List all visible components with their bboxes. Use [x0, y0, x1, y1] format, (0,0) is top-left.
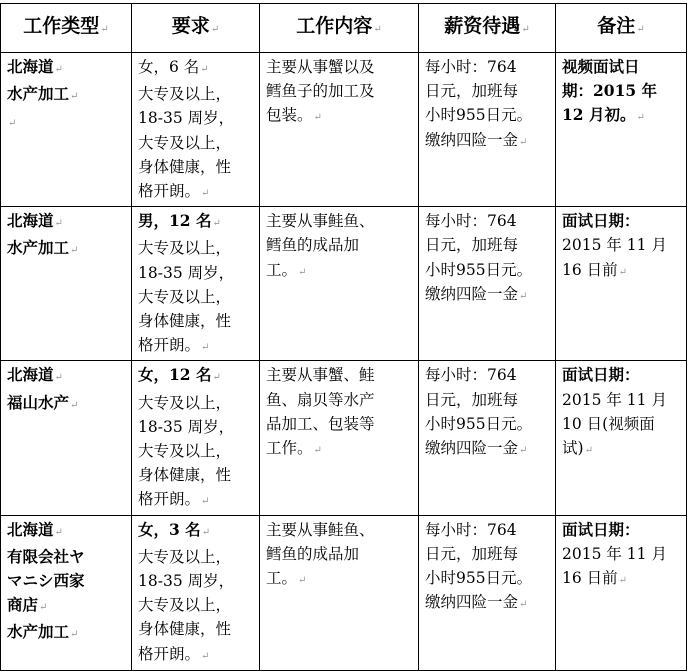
salary-line	[425, 590, 549, 617]
return-mark-icon: ↵	[54, 218, 63, 230]
header-salary	[419, 4, 556, 53]
requirement-line: 大专及以上，	[138, 442, 232, 461]
note-line	[562, 103, 680, 130]
salary-line: 小时955日元。	[425, 569, 533, 588]
header-salary-label: 薪资待遇	[444, 14, 521, 37]
cell-text: 男，12 名	[138, 211, 212, 231]
requirement-line: 大专及以上，	[138, 287, 232, 306]
content-line: 品加工、包装等	[266, 414, 375, 433]
cell-text: 水产加工	[7, 622, 70, 642]
type-line	[7, 391, 125, 418]
note-line: 面试日期：	[562, 519, 640, 539]
content-line	[266, 258, 412, 285]
cell-text: 女，6 名	[138, 58, 200, 76]
note-line: 面试日期：	[562, 211, 640, 231]
return-mark-icon: ↵	[70, 91, 79, 103]
return-mark-icon: ↵	[201, 496, 210, 508]
salary-line: 小时955日元。	[425, 106, 533, 125]
content-cell	[260, 361, 419, 515]
note-line: 2015 年 11 月	[562, 544, 667, 563]
cell-text: 12 月初。	[562, 105, 636, 125]
cell-text: 16 日前	[562, 260, 618, 279]
content-line	[266, 566, 412, 593]
requirement-cell	[132, 53, 260, 207]
requirement-line: 18-35 周岁，	[138, 417, 235, 436]
return-mark-icon: ↵	[519, 290, 528, 302]
type-cell	[1, 361, 132, 515]
type-cell	[1, 53, 132, 207]
return-mark-icon: ↵	[201, 650, 210, 662]
content-line: 主要从事蟹、鲑	[266, 366, 375, 385]
type-line	[7, 236, 125, 263]
content-line: 鳕鱼子的加工及	[266, 82, 375, 101]
note-cell	[556, 361, 687, 515]
cell-text: 缴纳四险一金	[425, 593, 519, 612]
header-content	[260, 4, 419, 53]
return-mark-icon: ↵	[70, 399, 79, 411]
return-mark-icon: ↵	[519, 445, 528, 457]
requirement-line: 大专及以上，	[138, 547, 232, 566]
return-mark-icon: ↵	[618, 575, 628, 587]
header-note	[556, 4, 687, 53]
requirement-line: 身体健康，性	[138, 312, 232, 331]
return-mark-icon: ↵	[298, 575, 307, 587]
return-mark-icon: ↵	[373, 23, 382, 35]
type-line	[7, 593, 125, 620]
return-mark-icon: ↵	[212, 218, 221, 230]
cell-text: 北海道	[7, 519, 54, 539]
salary-line: 每小时：764	[425, 58, 517, 76]
note-line: 期：2015 年	[562, 81, 658, 101]
salary-line: 每小时：764	[425, 520, 517, 539]
salary-line	[425, 436, 549, 463]
note-line	[562, 436, 680, 463]
salary-line: 日元，加班每	[425, 82, 519, 101]
note-line	[562, 566, 680, 593]
return-mark-icon: ↵	[100, 23, 109, 35]
note-line: 面试日期：	[562, 365, 640, 385]
requirement-line: 大专及以上，	[138, 393, 232, 412]
header-content-label: 工作内容	[296, 14, 373, 37]
note-line: 10 日(视频面	[562, 414, 655, 433]
requirement-line	[138, 179, 253, 206]
return-mark-icon: ↵	[313, 112, 322, 124]
type-line	[7, 109, 125, 136]
table-row	[1, 53, 687, 207]
requirement-line: 大专及以上，	[138, 596, 232, 615]
salary-line: 每小时：764	[425, 366, 517, 385]
return-mark-icon: ↵	[636, 23, 645, 35]
return-mark-icon: ↵	[212, 372, 221, 384]
return-mark-icon: ↵	[584, 445, 593, 457]
type-line	[7, 55, 125, 82]
content-line: 鱼、扇贝等水产	[266, 390, 375, 409]
return-mark-icon: ↵	[521, 23, 530, 35]
type-line	[7, 82, 125, 109]
header-type-label: 工作类型	[23, 14, 100, 37]
header-note-label: 备注	[597, 14, 636, 37]
content-line: 主要从事蟹以及	[266, 58, 375, 76]
type-line: マニシ西家	[7, 571, 85, 591]
note-line: 视频面试日	[562, 57, 640, 76]
cell-text: 商店	[7, 595, 39, 615]
table-row	[1, 361, 687, 515]
cell-text: 工。	[266, 569, 298, 588]
requirement-line: 身体健康，性	[138, 466, 232, 485]
type-line	[7, 209, 125, 236]
content-line	[266, 103, 412, 130]
cell-text: 水产加工	[7, 84, 70, 104]
cell-text: 格开朗。	[138, 490, 201, 509]
table-row	[1, 515, 687, 670]
salary-line: 日元，加班每	[425, 544, 519, 563]
type-cell	[1, 515, 132, 670]
salary-line	[425, 128, 549, 155]
requirement-line: 18-35 周岁，	[138, 572, 235, 591]
note-cell	[556, 207, 687, 361]
cell-text: 缴纳四险一金	[425, 439, 519, 458]
requirement-line: 18-35 周岁，	[138, 263, 235, 282]
note-cell	[556, 53, 687, 207]
return-mark-icon: ↵	[54, 372, 63, 384]
requirement-head	[138, 518, 253, 545]
requirement-line	[138, 333, 253, 360]
cell-text: 试)	[562, 439, 584, 458]
type-line	[7, 363, 125, 390]
cell-text: 工作。	[266, 439, 313, 458]
content-line: 鳕鱼的成品加	[266, 544, 360, 563]
return-mark-icon: ↵	[313, 445, 322, 457]
header-requirement-label: 要求	[171, 14, 210, 37]
salary-line: 小时955日元。	[425, 260, 533, 279]
cell-text: 工。	[266, 260, 298, 279]
salary-line: 小时955日元。	[425, 414, 533, 433]
requirement-line: 大专及以上，	[138, 239, 232, 258]
header-type	[1, 4, 132, 53]
salary-cell	[419, 515, 556, 670]
header-row	[1, 4, 687, 53]
table-row	[1, 207, 687, 361]
cell-text: 北海道	[7, 57, 54, 76]
note-line: 2015 年 11 月	[562, 236, 667, 255]
return-mark-icon: ↵	[200, 64, 209, 75]
type-line	[7, 620, 125, 647]
requirement-head	[138, 55, 253, 82]
type-line	[7, 518, 125, 545]
requirement-line: 身体健康，性	[138, 157, 232, 176]
cell-text: 缴纳四险一金	[425, 284, 519, 303]
cell-text: 北海道	[7, 211, 54, 231]
salary-cell	[419, 207, 556, 361]
content-cell	[260, 207, 419, 361]
salary-line: 日元，加班每	[425, 236, 519, 255]
return-mark-icon: ↵	[201, 342, 210, 354]
content-line: 鳕鱼的成品加	[266, 236, 360, 255]
return-mark-icon: ↵	[210, 23, 220, 35]
return-mark-icon: ↵	[298, 266, 307, 278]
type-cell	[1, 207, 132, 361]
cell-text: 包装。	[266, 106, 313, 125]
requirement-line: 身体健康，性	[138, 620, 232, 639]
salary-cell	[419, 361, 556, 515]
cell-text: 16 日前	[562, 569, 618, 588]
return-mark-icon: ↵	[519, 136, 528, 148]
salary-line: 日元，加班每	[425, 390, 519, 409]
cell-text: 缴纳四险一金	[425, 130, 519, 149]
return-mark-icon: ↵	[54, 64, 63, 75]
cell-text: 北海道	[7, 365, 54, 385]
salary-line: 每小时：764	[425, 212, 517, 231]
requirement-line	[138, 487, 253, 514]
requirement-line: 18-35 周岁，	[138, 109, 235, 128]
return-mark-icon: ↵	[8, 118, 17, 130]
content-cell	[260, 53, 419, 207]
requirement-line: 大专及以上，	[138, 133, 232, 152]
requirement-cell	[132, 207, 260, 361]
cell-text: 女，3 名	[138, 519, 201, 539]
salary-cell	[419, 53, 556, 207]
content-cell	[260, 515, 419, 670]
cell-text: 格开朗。	[138, 336, 201, 355]
requirement-head	[138, 363, 253, 390]
note-line	[562, 258, 680, 285]
content-line	[266, 436, 412, 463]
cell-text: 水产加工	[7, 238, 70, 258]
content-line: 主要从事鲑鱼、	[266, 212, 375, 231]
note-line: 2015 年 11 月	[562, 390, 667, 409]
return-mark-icon: ↵	[519, 599, 528, 611]
requirement-cell	[132, 515, 260, 670]
requirement-head	[138, 209, 253, 236]
return-mark-icon: ↵	[201, 188, 210, 200]
salary-line	[425, 282, 549, 309]
cell-text: 福山水产	[7, 392, 70, 412]
cell-text: 女，12 名	[138, 365, 212, 385]
requirement-line	[138, 642, 253, 669]
cell-text: 格开朗。	[138, 182, 201, 201]
requirement-line: 大专及以上，	[138, 85, 232, 104]
note-cell	[556, 515, 687, 670]
content-line: 主要从事鲑鱼、	[266, 520, 375, 539]
header-requirement	[132, 4, 260, 53]
return-mark-icon: ↵	[636, 112, 645, 124]
return-mark-icon: ↵	[70, 245, 79, 257]
return-mark-icon: ↵	[201, 526, 211, 538]
return-mark-icon: ↵	[70, 629, 79, 641]
return-mark-icon: ↵	[618, 266, 628, 278]
return-mark-icon: ↵	[39, 602, 48, 614]
cell-text: 格开朗。	[138, 644, 201, 663]
requirement-cell	[132, 361, 260, 515]
job-table	[0, 3, 687, 671]
type-line: 有限会社ヤ	[7, 546, 85, 566]
return-mark-icon: ↵	[54, 526, 63, 538]
